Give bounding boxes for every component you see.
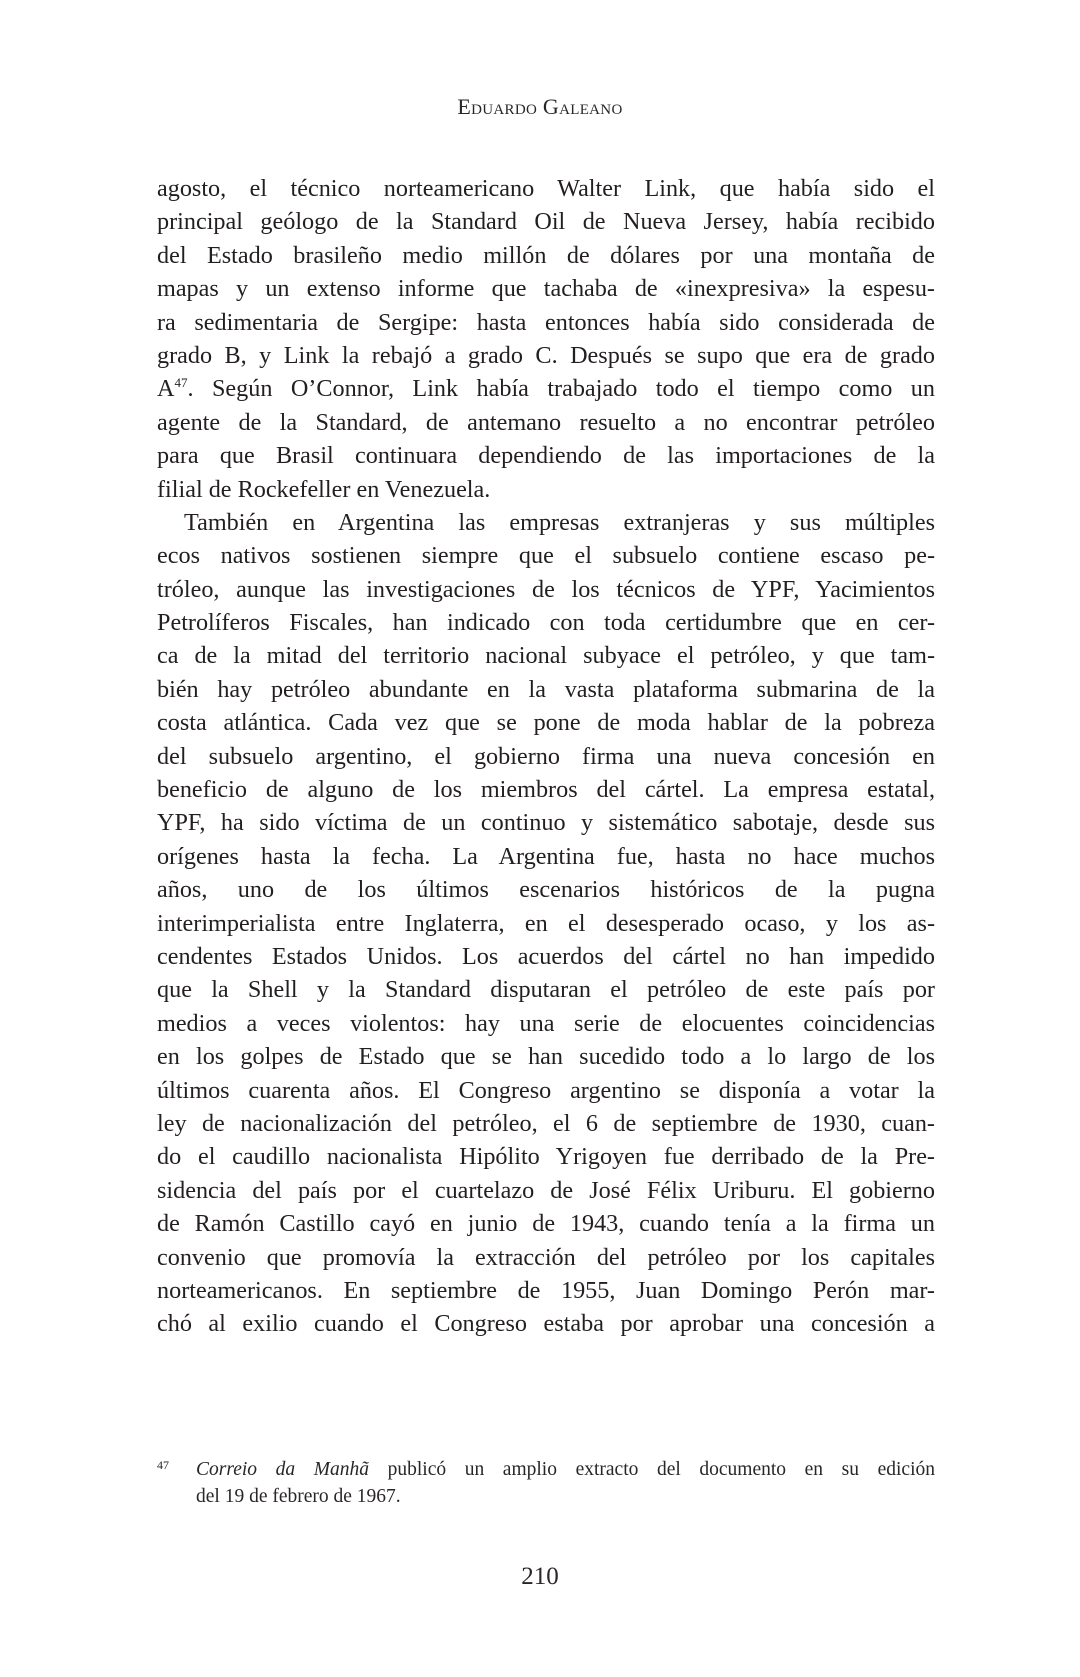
text-line: convenio que promovía la extracción del petróleo por los capitales: [157, 1243, 935, 1271]
text-fragment: publicó un amplio extracto del documento en su edición: [369, 1459, 935, 1480]
text-fragment: . Según O’Connor, Link había trabajado todo el tiempo como un: [187, 375, 935, 403]
text-line: También en Argentina las empresas extranjeras y sus múltiples: [184, 508, 935, 536]
text-line: chó al exilio cuando el Congreso estaba por aprobar una concesión a: [157, 1310, 935, 1338]
text-line: de Ramón Castillo cayó en junio de 1943, cuando tenía a la firma un: [157, 1210, 935, 1238]
running-head: Eduardo Galeano: [457, 94, 623, 119]
text-line: beneficio de alguno de los miembros del cártel. La empresa estatal,: [157, 776, 935, 804]
footnote-source-title: Correio da Manhã: [196, 1459, 369, 1480]
text-line: principal geólogo de la Standard Oil de Nueva Jersey, había recibido: [157, 208, 935, 236]
footnote: [157, 1456, 935, 1510]
text-line: YPF, ha sido víctima de un continuo y sistemático sabotaje, desde sus: [157, 809, 935, 837]
text-line: en los golpes de Estado que se han sucedido todo a lo largo de los: [157, 1043, 935, 1071]
text-line: cendentes Estados Unidos. Los acuerdos del cártel no han impedido: [157, 942, 935, 970]
text-line: ra sedimentaria de Sergipe: hasta entonces había sido considerada de: [157, 308, 935, 336]
text-fragment: A: [157, 375, 175, 403]
text-line: últimos cuarenta años. El Congreso argentino se disponía a votar la: [157, 1076, 935, 1104]
text-line: [157, 1374, 935, 1407]
text-line: grado B, y Link la rebajó a grado C. Después se supo que era de grado: [157, 341, 935, 369]
text-line: ca de la mitad del territorio nacional subyace el petróleo, y que tam-: [157, 642, 935, 670]
text-line: Petrolíferos Fiscales, han indicado con toda certidumbre que en cer-: [157, 609, 935, 637]
footnote-line: del 19 de febrero de 1967.: [196, 1486, 401, 1507]
text-line: agosto, el técnico norteamericano Walter Link, que había sido el: [157, 175, 935, 202]
text-line: ley de nacionalización del petróleo, el 6 de septiembre de 1930, cuan-: [157, 1109, 935, 1137]
text-line: del subsuelo argentino, el gobierno firma una nueva concesión en: [157, 742, 935, 770]
text-line: tróleo, aunque las investigaciones de los técnicos de YPF, Yacimientos: [157, 575, 935, 603]
text-line: que la Shell y la Standard disputaran el petróleo de este país por: [157, 976, 935, 1004]
footnote-number: 47: [157, 1458, 169, 1472]
text-line: medios a veces violentos: hay una serie de elocuentes coincidencias: [157, 1009, 935, 1037]
text-line: para que Brasil continuara dependiendo de las importaciones de la: [157, 442, 935, 470]
body-text: [157, 172, 935, 1407]
footnote-reference[interactable]: 47: [174, 375, 188, 391]
footnote-line: [196, 1456, 935, 1483]
text-line: sidencia del país por el cuartelazo de José Félix Uriburu. El gobierno: [157, 1176, 935, 1204]
text-line: interimperialista entre Inglaterra, en el desesperado ocaso, y los as-: [157, 909, 935, 937]
text-line: años, uno de los últimos escenarios históricos de la pugna: [157, 876, 935, 904]
text-line: orígenes hasta la fecha. La Argentina fue, hasta no hace muchos: [157, 842, 935, 870]
text-line: norteamericanos. En septiembre de 1955, Juan Domingo Perón mar-: [157, 1276, 935, 1304]
text-line: agente de la Standard, de antemano resuelto a no encontrar petróleo: [157, 408, 935, 436]
text-line: bién hay petróleo abundante en la vasta plataforma submarina de la: [157, 675, 935, 703]
text-line: [157, 1341, 935, 1374]
page-number: 210: [521, 1563, 559, 1590]
footnote-body: [196, 1456, 935, 1510]
text-line: mapas y un extenso informe que tachaba de «inexpresiva» la espesu-: [157, 275, 935, 303]
text-line: do el caudillo nacionalista Hipólito Yrigoyen fue derribado de la Pre-: [157, 1143, 935, 1171]
text-line: del Estado brasileño medio millón de dólares por una montaña de: [157, 241, 935, 269]
text-line-with-footnote-ref: [157, 372, 935, 405]
text-line: ecos nativos sostienen siempre que el subsuelo contiene escaso pe-: [157, 542, 935, 570]
text-line: costa atlántica. Cada vez que se pone de moda hablar de la pobreza: [157, 709, 935, 737]
text-line: filial de Rockefeller en Venezuela.: [157, 475, 491, 503]
